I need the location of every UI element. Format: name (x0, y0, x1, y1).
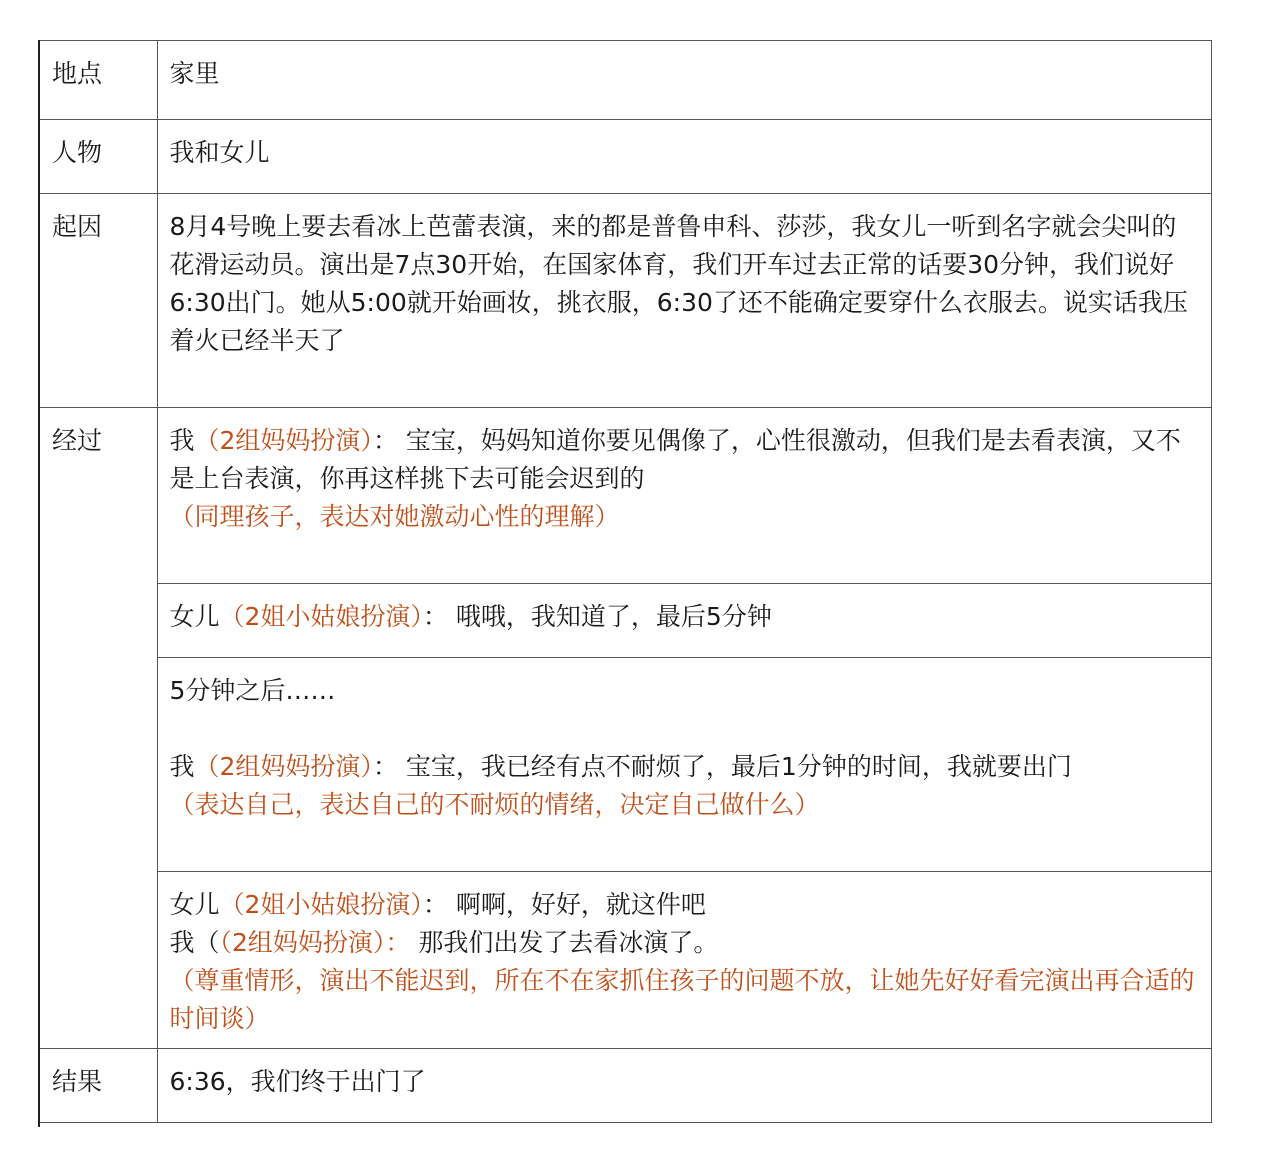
spacer (170, 710, 1199, 748)
table-row-process-3 (39, 658, 1211, 872)
table-row-people (39, 120, 1211, 194)
row-label-process (39, 408, 157, 1049)
speech: 啊啊，好好，就这件吧 (455, 890, 706, 919)
label-text: 结果 (52, 1067, 103, 1096)
label-text: 地点 (52, 59, 103, 88)
speech: 哦哦，我知道了，最后5分钟 (455, 602, 772, 631)
role-note: （2组妈妈扮演）： (219, 928, 411, 957)
row-label-place (39, 41, 157, 120)
process-cell-4 (157, 872, 1211, 1049)
table-row-process-1 (39, 408, 1211, 584)
colon: ： (372, 426, 398, 455)
table-row-place (39, 41, 1211, 120)
place-value: 家里 (169, 59, 220, 88)
table-row-cause (39, 194, 1211, 408)
label-text: 起因 (52, 212, 103, 241)
process-cell-2 (157, 584, 1211, 658)
speaker: 女儿 (169, 890, 220, 919)
speaker: 女儿 (169, 602, 220, 631)
story-table (38, 40, 1212, 1123)
row-label-result (39, 1049, 157, 1123)
role-note: （2姐小姑娘扮演） (219, 890, 423, 919)
table-edge-decoration (38, 1121, 40, 1127)
colon: ： (422, 890, 448, 919)
role-note: （2组妈妈扮演） (194, 752, 373, 781)
table-row-process-4 (39, 872, 1211, 1049)
row-value-cause (157, 194, 1211, 408)
colon: ： (422, 602, 448, 631)
row-label-cause (39, 194, 157, 408)
role-note: （2姐小姑娘扮演） (219, 602, 423, 631)
people-value: 我和女儿 (169, 138, 270, 167)
table-row-process-2 (39, 584, 1211, 658)
speech: 那我们出发了去看冰演了。 (418, 928, 719, 957)
speaker: 我 (169, 426, 195, 455)
speech: 宝宝，我已经有点不耐烦了，最后1分钟的时间，我就要出门 (405, 752, 1072, 781)
table-row-result (39, 1049, 1211, 1123)
label-text: 经过 (52, 426, 103, 455)
role-note: （2组妈妈扮演） (194, 426, 373, 455)
speaker: 我 (169, 752, 195, 781)
row-value-result (157, 1049, 1211, 1123)
row-value-place (157, 41, 1211, 120)
row-label-people (39, 120, 157, 194)
process-cell-1 (157, 408, 1211, 584)
cause-text: 8月4号晚上要去看冰上芭蕾表演，来的都是普鲁申科、莎莎，我女儿一听到名字就会尖叫的花滑运动员。演出是7点30开始，在国家体育，我们开车过去正常的话要30分钟，我们说好6:30出门。她从5:00就开始画妆，挑衣服，6:30了还不能确定要穿什么衣服去。说实话我压着火已经半天了 (169, 212, 1188, 355)
result-value: 6:36，我们终于出门了 (169, 1067, 426, 1096)
speaker: 我（ (169, 928, 220, 957)
time-intro: 5分钟之后…… (169, 676, 336, 705)
process-cell-3 (157, 658, 1211, 872)
speech: 宝宝，妈妈知道你要见偶像了，心性很激动，但我们是去看表演，又不是上台表演，你再这样挑下去可能会迟到的 (169, 426, 1181, 493)
label-text: 人物 (52, 138, 103, 167)
row-value-people (157, 120, 1211, 194)
dialogue-line-daughter (170, 886, 1199, 924)
colon: ： (372, 752, 398, 781)
dialogue-line-mother (170, 924, 1199, 962)
comment-note: （尊重情形，演出不能迟到，所在不在家抓住孩子的问题不放，让她先好好看完演出再合适的时间谈） (169, 966, 1195, 1033)
comment-note: （表达自己，表达自己的不耐烦的情绪，决定自己做什么） (169, 790, 820, 819)
comment-note: （同理孩子，表达对她激动心性的理解） (169, 502, 620, 531)
